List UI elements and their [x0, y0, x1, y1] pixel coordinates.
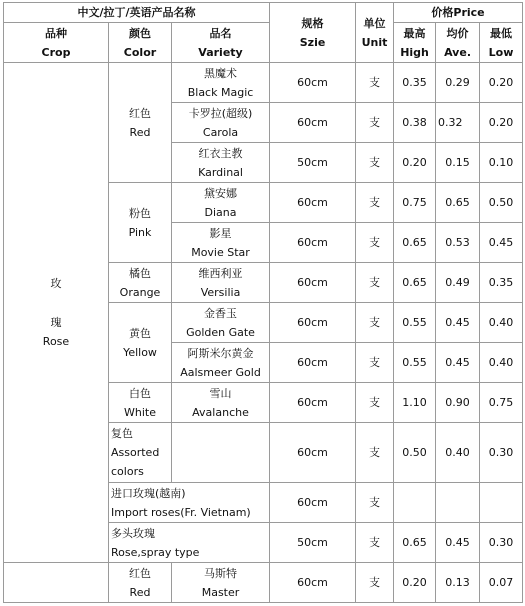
unit-cell: 支: [356, 183, 394, 223]
high-cell: 0.20: [394, 143, 436, 183]
size-cell: 60cm: [270, 263, 356, 303]
ave-cell: 0.90: [436, 383, 480, 423]
unit-cell: 支: [356, 223, 394, 263]
ave-cell: 0.49: [436, 263, 480, 303]
crop-cell-next: [4, 563, 109, 603]
unit-header: 单位 Unit: [356, 3, 394, 63]
ave-cell: 0.40: [436, 423, 480, 483]
size-cell: 60cm: [270, 63, 356, 103]
high-cell: 0.65: [394, 223, 436, 263]
size-cell: 60cm: [270, 563, 356, 603]
high-cell: 0.20: [394, 563, 436, 603]
size-cell: 60cm: [270, 483, 356, 523]
size-header: 规格 Szie: [270, 3, 356, 63]
variety-cell: 黑魔术 Black Magic: [172, 63, 270, 103]
color-cell-red: 红色 Red: [109, 63, 172, 183]
size-cell: 60cm: [270, 343, 356, 383]
unit-cell: 支: [356, 423, 394, 483]
variety-cell: 金香玉 Golden Gate: [172, 303, 270, 343]
ave-cell: 0.65: [436, 183, 480, 223]
unit-cell: 支: [356, 523, 394, 563]
high-cell: 0.38: [394, 103, 436, 143]
low-cell: 0.40: [480, 303, 523, 343]
variety-cell: 马斯特 Master: [172, 563, 270, 603]
size-cell: 60cm: [270, 103, 356, 143]
ave-cell: [436, 483, 480, 523]
unit-cell: 支: [356, 343, 394, 383]
low-cell: 0.10: [480, 143, 523, 183]
unit-cell: 支: [356, 383, 394, 423]
color-cell-pink: 粉色 Pink: [109, 183, 172, 263]
ave-cell: 0.32: [436, 103, 480, 143]
ave-cell: 0.45: [436, 303, 480, 343]
color-cell-white: 白色 White: [109, 383, 172, 423]
high-cell: 1.10: [394, 383, 436, 423]
variety-cell: 阿斯米尔黄金 Aalsmeer Gold: [172, 343, 270, 383]
variety-cell: [172, 423, 270, 483]
size-cell: 60cm: [270, 383, 356, 423]
crop-header: 品种 Crop: [4, 23, 109, 63]
price-group-header: 价格Price: [394, 3, 523, 23]
header-row-1: [4, 3, 523, 23]
color-cell-red-next: 红色 Red: [109, 563, 172, 603]
unit-cell: 支: [356, 563, 394, 603]
variety-cell: 影星 Movie Star: [172, 223, 270, 263]
size-cell: 60cm: [270, 223, 356, 263]
low-cell: 0.40: [480, 343, 523, 383]
size-cell: 60cm: [270, 183, 356, 223]
ave-cell: 0.45: [436, 523, 480, 563]
size-cell: 50cm: [270, 143, 356, 183]
variety-cell: 红衣主教 Kardinal: [172, 143, 270, 183]
low-cell: 0.50: [480, 183, 523, 223]
high-cell: 0.65: [394, 523, 436, 563]
high-header: 最高 High: [394, 23, 436, 63]
low-header: 最低 Low: [480, 23, 523, 63]
color-cell-spray: 多头玫瑰 Rose,spray type: [109, 523, 270, 563]
color-cell-orange: 橘色 Orange: [109, 263, 172, 303]
unit-cell: 支: [356, 483, 394, 523]
high-cell: 0.65: [394, 263, 436, 303]
header-row-2: [4, 23, 523, 63]
low-cell: 0.30: [480, 523, 523, 563]
high-cell: [394, 483, 436, 523]
low-cell: 0.20: [480, 63, 523, 103]
low-cell: 0.20: [480, 103, 523, 143]
low-cell: 0.07: [480, 563, 523, 603]
size-cell: 50cm: [270, 523, 356, 563]
table-row: [4, 63, 523, 103]
crop-cell-rose: 玫 瑰 Rose: [4, 63, 109, 563]
high-cell: 0.55: [394, 343, 436, 383]
price-table: [3, 2, 523, 603]
ave-cell: 0.53: [436, 223, 480, 263]
variety-header: 品名 Variety: [172, 23, 270, 63]
unit-cell: 支: [356, 103, 394, 143]
variety-cell: 卡罗拉(超级) Carola: [172, 103, 270, 143]
ave-cell: 0.13: [436, 563, 480, 603]
variety-cell: 黛安娜 Diana: [172, 183, 270, 223]
low-cell: 0.75: [480, 383, 523, 423]
color-cell-import: 进口玫瑰(越南) Import roses(Fr. Vietnam): [109, 483, 270, 523]
size-cell: 60cm: [270, 303, 356, 343]
unit-cell: 支: [356, 63, 394, 103]
ave-cell: 0.15: [436, 143, 480, 183]
color-cell-yellow: 黄色 Yellow: [109, 303, 172, 383]
color-cell-assorted: 复色 Assorted colors: [109, 423, 172, 483]
color-header: 颜色 Color: [109, 23, 172, 63]
name-group-header: 中文/拉丁/英语产品名称: [4, 3, 270, 23]
low-cell: 0.30: [480, 423, 523, 483]
low-cell: 0.45: [480, 223, 523, 263]
unit-cell: 支: [356, 263, 394, 303]
table-row: [4, 563, 523, 603]
high-cell: 0.35: [394, 63, 436, 103]
ave-cell: 0.45: [436, 343, 480, 383]
low-cell: 0.35: [480, 263, 523, 303]
low-cell: [480, 483, 523, 523]
high-cell: 0.55: [394, 303, 436, 343]
variety-cell: 维西利亚 Versilia: [172, 263, 270, 303]
high-cell: 0.50: [394, 423, 436, 483]
unit-cell: 支: [356, 143, 394, 183]
unit-cell: 支: [356, 303, 394, 343]
variety-cell: 雪山 Avalanche: [172, 383, 270, 423]
ave-header: 均价 Ave.: [436, 23, 480, 63]
high-cell: 0.75: [394, 183, 436, 223]
ave-cell: 0.29: [436, 63, 480, 103]
size-cell: 60cm: [270, 423, 356, 483]
